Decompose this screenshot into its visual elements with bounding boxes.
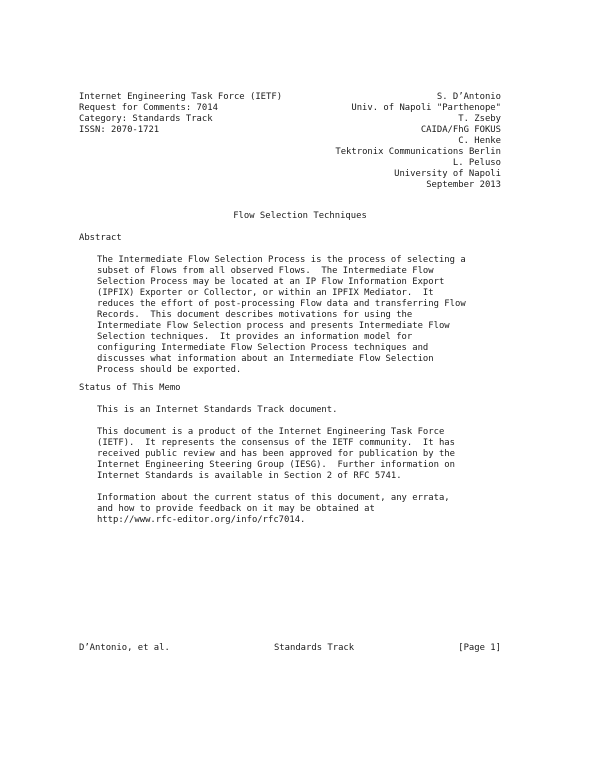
header-right-line: Univ. of Napoli "Parthenope" <box>351 103 501 113</box>
abstract-line: (IPFIX) Exporter or Collector, or within an IPFIX Mediator. It <box>97 288 434 298</box>
abstract-line: Process should be exported. <box>97 365 242 375</box>
header-left-line: Category: Standards Track <box>79 114 213 124</box>
status-line: (IETF). It represents the consensus of the IETF community. It has <box>97 438 455 448</box>
status-line: This is an Internet Standards Track document. <box>97 405 338 415</box>
header-row <box>79 125 501 136</box>
status-line: and how to provide feedback on it may be obtained at <box>97 504 375 514</box>
header-right-line: CAIDA/FhG FOKUS <box>420 125 501 135</box>
abstract-line: discusses what information about an Intermediate Flow Selection <box>97 354 434 364</box>
status-line: Internet Engineering Steering Group (IESG). Further information on <box>97 460 455 470</box>
page-footer <box>79 643 501 654</box>
abstract-line: Selection Process may be located at an IP Flow Information Export <box>97 277 445 287</box>
footer-category: Standards Track <box>273 643 355 653</box>
status-line: Internet Standards is available in Section 2 of RFC 5741. <box>97 471 402 481</box>
abstract-line: Records. This document describes motivations for using the <box>97 310 413 320</box>
header-right-line: University of Napoli <box>394 169 501 179</box>
status-paragraph-1 <box>97 405 517 416</box>
abstract-line: reduces the effort of post-processing Flow data and transferring Flow <box>97 299 466 309</box>
status-paragraph-3 <box>97 493 517 526</box>
header-right-line: C. Henke <box>458 136 501 146</box>
footer-page-number: [Page 1] <box>458 643 501 653</box>
header-right-line: S. D’Antonio <box>436 92 501 102</box>
header-right-line: September 2013 <box>426 180 501 190</box>
abstract-line: subset of Flows from all observed Flows. The Intermediate Flow <box>97 266 434 276</box>
header-row <box>79 92 501 103</box>
status-heading: Status of This Memo <box>79 383 181 393</box>
header-row <box>79 103 501 114</box>
abstract-heading: Abstract <box>79 233 122 243</box>
abstract-paragraph <box>97 255 517 376</box>
status-paragraph-2 <box>97 427 517 482</box>
header-right-line: Tektronix Communications Berlin <box>335 147 501 157</box>
abstract-line: Intermediate Flow Selection process and presents Intermediate Flow <box>97 321 450 331</box>
document-title: Flow Selection Techniques <box>233 211 367 221</box>
abstract-line: Selection techniques. It provides an information model for <box>97 332 413 342</box>
status-line: This document is a product of the Internet Engineering Task Force <box>97 427 445 437</box>
document-header <box>79 92 501 191</box>
header-left-line: ISSN: 2070-1721 <box>79 125 160 135</box>
header-right-line: L. Peluso <box>452 158 501 168</box>
abstract-line: configuring Intermediate Flow Selection Process techniques and <box>97 343 429 353</box>
header-right-line: T. Zseby <box>458 114 501 124</box>
status-line: received public review and has been approved for publication by the <box>97 449 455 459</box>
footer-authors: D’Antonio, et al. <box>79 643 170 653</box>
header-left-line: Request for Comments: 7014 <box>79 103 218 113</box>
status-line: Information about the current status of this document, any errata, <box>97 493 450 503</box>
header-left-line: Internet Engineering Task Force (IETF) <box>79 92 283 102</box>
abstract-line: The Intermediate Flow Selection Process is the process of selecting a <box>97 255 466 265</box>
header-row <box>79 114 501 125</box>
status-link-line: http://www.rfc-editor.org/info/rfc7014. <box>97 515 306 525</box>
